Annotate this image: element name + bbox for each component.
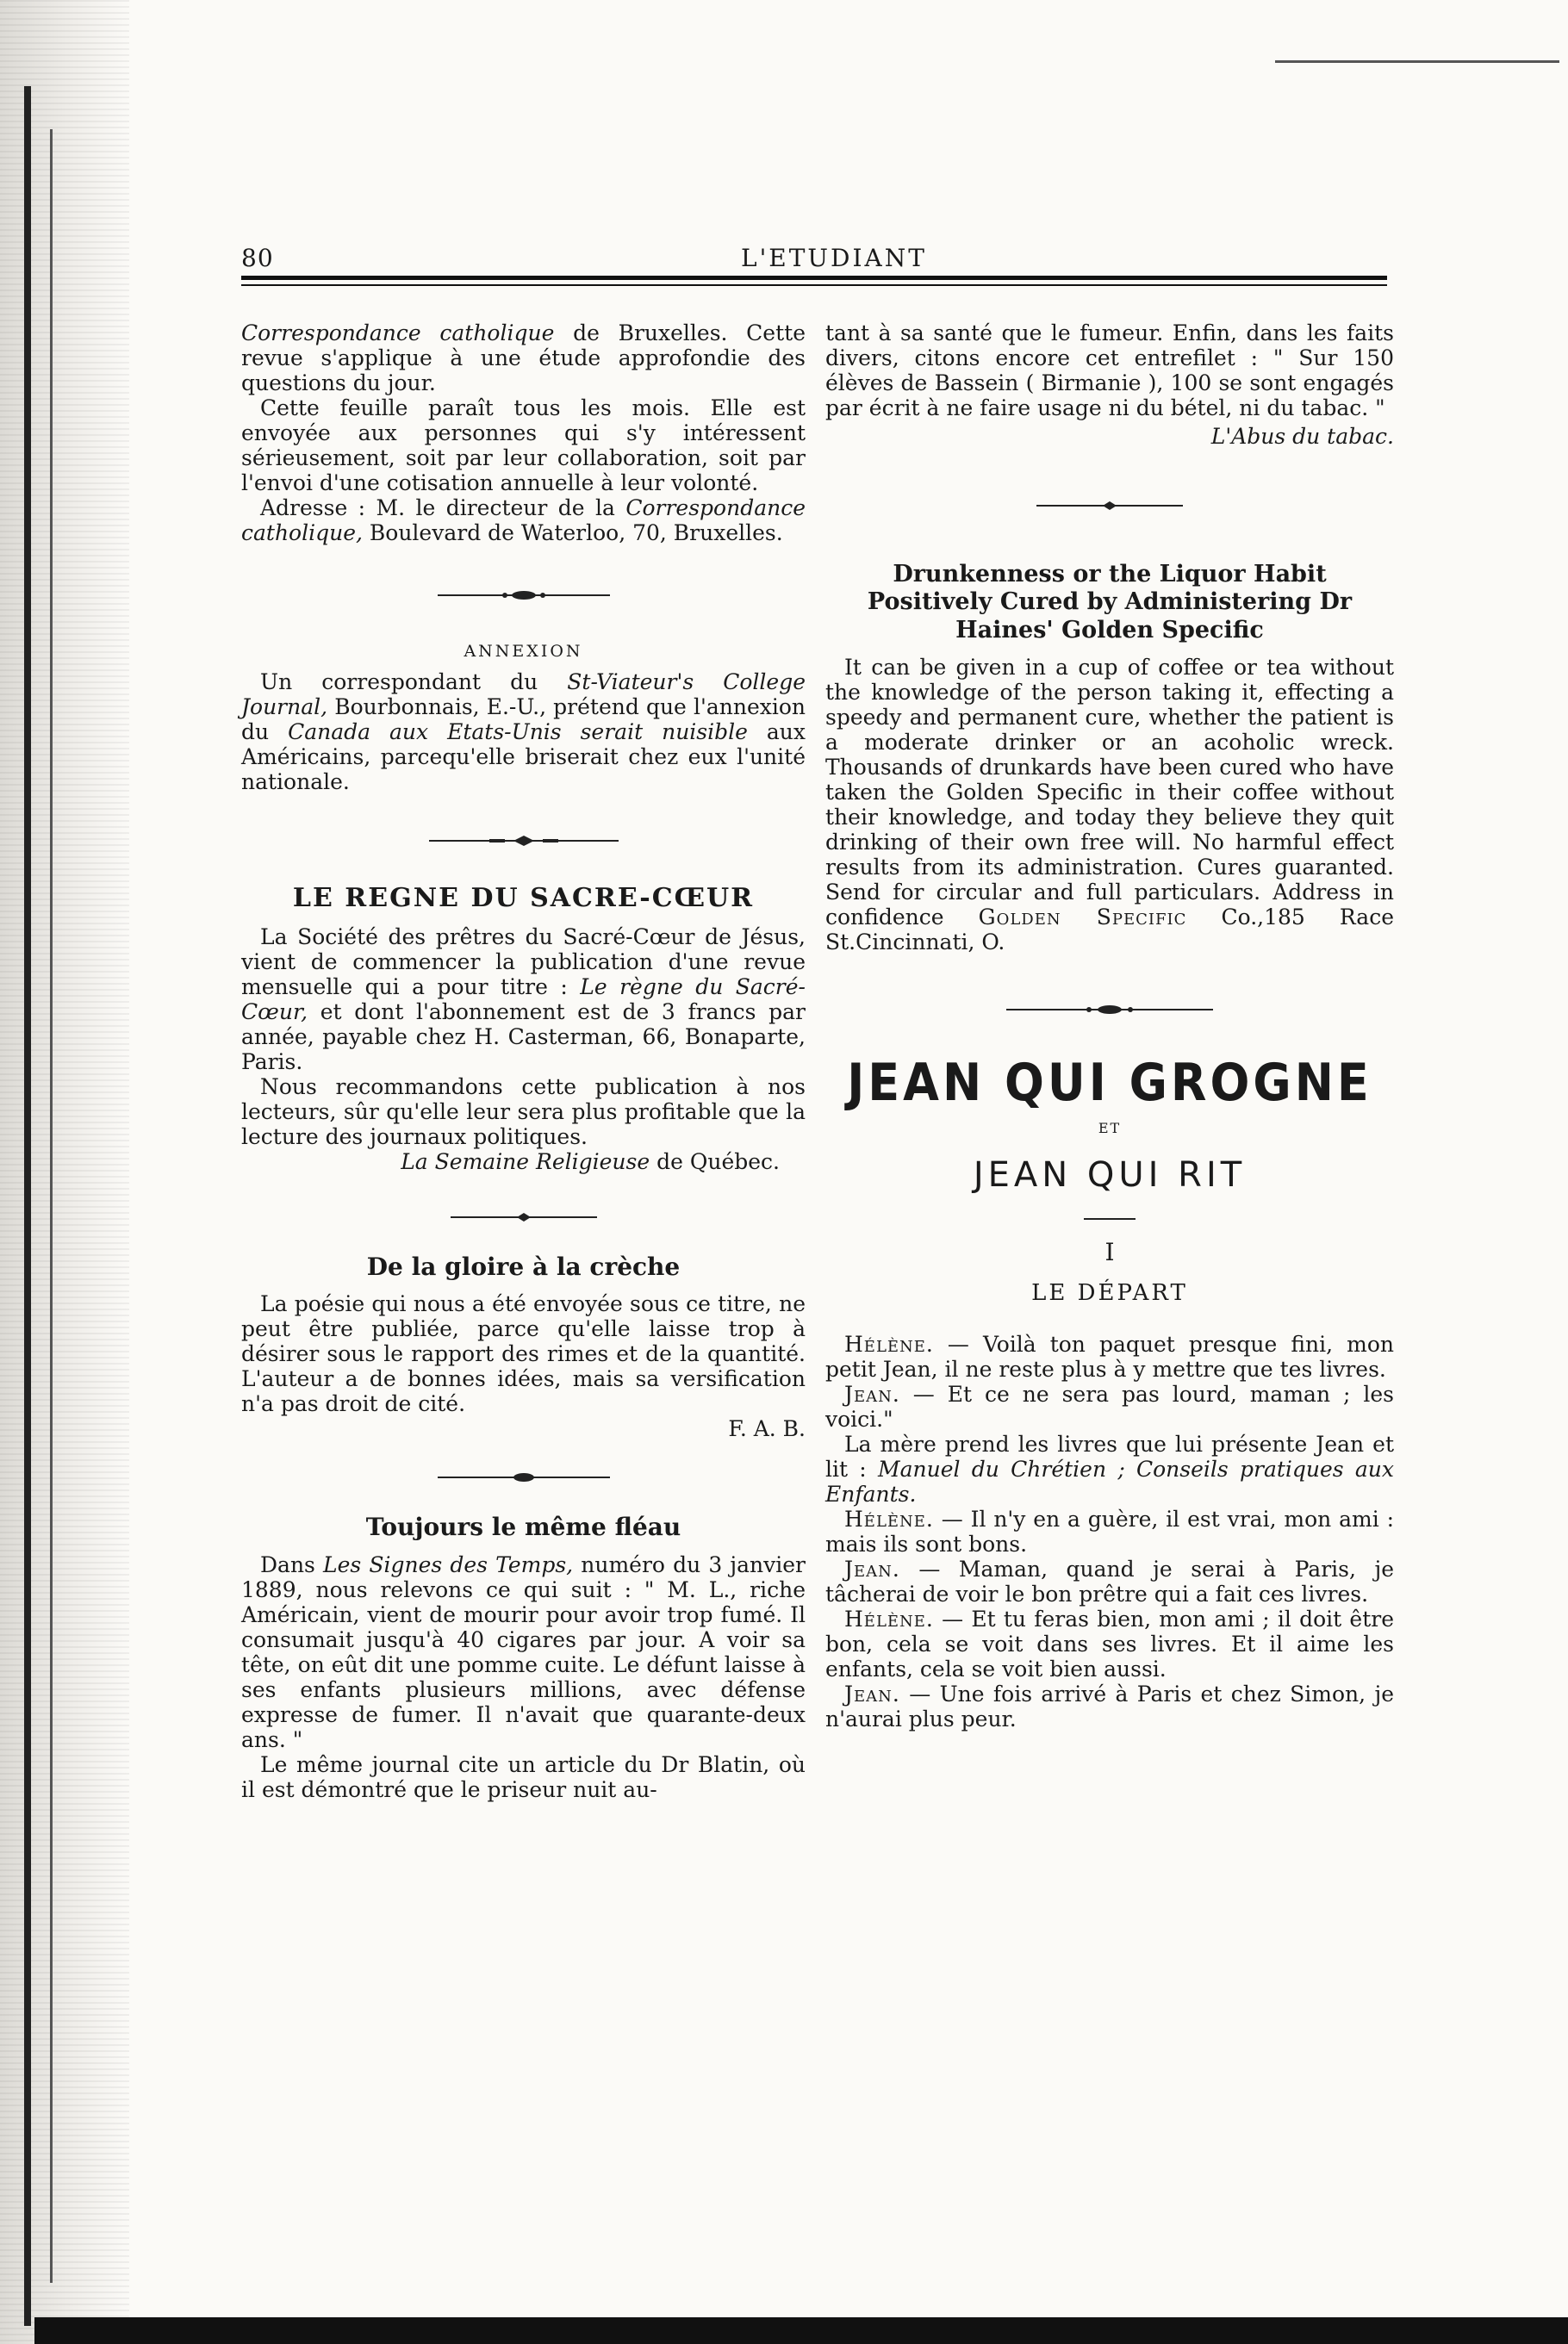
- dialogue-line: [825, 1682, 1394, 1732]
- ornament-divider: [241, 824, 806, 858]
- right-column: [825, 320, 1394, 1732]
- publication-name: Correspondance catholique: [241, 320, 555, 345]
- regne-text-end: et dont l'abonnement est de 3 francs par année, payable chez H. Casterman, 66, Bonaparte, Paris.: [241, 998, 806, 1074]
- gloire-heading: De la gloire à la crèche: [366, 1252, 681, 1281]
- chapter-number: I: [1104, 1237, 1115, 1266]
- regne-paragraph-1: [241, 924, 806, 1074]
- fleau-text-start: Dans: [260, 1551, 324, 1577]
- gloire-signature: F. A. B.: [728, 1416, 806, 1442]
- dialogue-text: — Maman, quand je serai à Paris, je tâcherai de voir le bon prêtre qui a fait ces livres.: [825, 1557, 1394, 1607]
- speaker-jean: Jean.: [844, 1557, 900, 1582]
- story-subtitle: JEAN QUI RIT: [973, 1155, 1247, 1196]
- journal-title: L'ETUDIANT: [741, 244, 927, 272]
- drunkenness-text-start: It can be given in a cup of coffee or tea without the knowledge of the person taking it, effecting a speedy and permanent cure, whether the patient is a moderate drinker or an acoholic wreck. Thousands of drunkards have been cured who have taken the Golden Specific in their coffee without their knowledge, and today they believe they quit drinking of their own free will. No harmful effect results from its administration. Cures guaranted. Send for circular and full particulars. Address in confidence: [825, 655, 1394, 930]
- header-rule: [241, 276, 1387, 280]
- narration-line: [825, 1432, 1394, 1507]
- speaker-helene: Hélène.: [844, 1332, 934, 1358]
- ornament-divider: [241, 1460, 806, 1495]
- chapter-rule: [1084, 1218, 1136, 1220]
- page-number: 80: [241, 244, 274, 272]
- address-publication: Correspondance catholique,: [241, 495, 806, 545]
- speaker-jean: Jean.: [844, 1382, 900, 1408]
- binding-shadow-inner: [50, 129, 53, 2283]
- ornament-icon: [1036, 500, 1183, 512]
- fleau-text-end: numéro du 3 janvier 1889, nous relevons ce qui suit : " M. L., riche Américain, vient de mourir pour avoir trop fumé. Il consumait jusqu'à 40 cigares par jour. A voir sa tête, on eût dit une pomme cuite. Le défunt laisse à ses enfants plusieurs millions, avec défense expresse de fumer. Il n'avait que quarante-deux ans. ": [241, 1551, 806, 1752]
- address-start: Adresse : M. le directeur de la: [260, 495, 626, 520]
- dialogue-line: [825, 1607, 1394, 1682]
- speaker-helene: Hélène.: [844, 1607, 934, 1632]
- drunkenness-heading: Drunkenness or the Liquor Habit Positively Cured by Administering Dr Haines' Golden Specific: [867, 561, 1353, 644]
- binding-shadow: [24, 86, 31, 2326]
- ornament-icon: [451, 1211, 597, 1223]
- regne-heading: LE REGNE DU SACRE-CŒUR: [292, 883, 755, 914]
- drunkenness-brand: Golden Specific: [978, 905, 1187, 930]
- ornament-icon: [1006, 1004, 1213, 1016]
- regne-source: [241, 1149, 806, 1174]
- annexion-paragraph: [241, 669, 806, 794]
- regne-text-start: La Société des prêtres du Sacré-Cœur de Jésus, vient de commencer la publication d'une revue mensuelle qui a pour titre :: [241, 923, 806, 999]
- annexion-journal: St-Viateur's College Journal,: [241, 669, 806, 720]
- story-title-conjunction: ET: [1098, 1119, 1122, 1136]
- intro-paragraph-2: Cette feuille paraît tous les mois. Elle est envoyée aux personnes qui s'y intéressent sérieusement, soit par leur collaboration, soit par l'envoi d'une cotisation annuelle à leur volonté.: [241, 395, 806, 495]
- dialogue-text: — Et ce ne sera pas lourd, maman ; les voici.": [825, 1382, 1394, 1433]
- ornament-icon: [438, 589, 610, 601]
- left-column: [241, 320, 806, 1802]
- ornament-divider: [241, 578, 806, 612]
- regne-revue-title: Le règne du Sacré-Cœur,: [241, 973, 806, 1024]
- address-end: Boulevard de Waterloo, 70, Bruxelles.: [362, 520, 783, 545]
- annexion-heading: ANNEXION: [464, 642, 583, 661]
- dialogue-line: [825, 1557, 1394, 1607]
- fleau-paragraph-1: [241, 1552, 806, 1752]
- tabac-continuation: tant à sa santé que le fumeur. Enfin, dans les faits divers, citons encore cet entrefilet : " Sur 150 élèves de Bassein ( Birmanie ), 100 se sont engagés par écrit à ne faire usage ni du bétel, ni du tabac. ": [825, 320, 1394, 420]
- intro-text: de Bruxelles. Cette revue s'applique à une étude approfondie des questions du jour.: [241, 320, 806, 395]
- intro-address: [241, 495, 806, 545]
- header-rule-thin: [241, 284, 1387, 286]
- dialogue-text: — Une fois arrivé à Paris et chez Simon, je n'aurai plus peur.: [825, 1682, 1394, 1732]
- chapter-title: LE DÉPART: [1031, 1280, 1188, 1307]
- annexion-text-mid: Bourbonnais, E.-U., prétend que l'annexion du: [241, 694, 806, 745]
- annexion-text-start: Un correspondant du: [260, 669, 568, 695]
- dialogue-line: [825, 1382, 1394, 1432]
- annexion-italic: Canada aux Etats-Unis serait nuisible: [288, 719, 748, 745]
- regne-paragraph-2: Nous recommandons cette publication à nos lecteurs, sûr qu'elle leur sera plus profitable que la lecture des journaux politiques.: [241, 1073, 806, 1149]
- ornament-divider: [241, 1200, 806, 1234]
- narration-text: La mère prend les livres que lui présente Jean et lit :: [825, 1432, 1394, 1483]
- speaker-helene: Hélène.: [844, 1507, 934, 1533]
- drunkenness-text-end: Co.,185 Race St.Cincinnati, O.: [825, 905, 1394, 955]
- dialogue-text: — Il n'y en a guère, il est vrai, mon ami : mais ils sont bons.: [825, 1507, 1394, 1557]
- ornament-icon: [438, 1471, 610, 1483]
- scan-mark: [1275, 60, 1559, 63]
- annexion-text-end: aux Américains, parcequ'elle briserait chez eux l'unité nationale.: [241, 719, 806, 795]
- scan-binding-edge: [0, 0, 129, 2344]
- intro-paragraph: [241, 320, 806, 395]
- ornament-divider: [825, 992, 1394, 1027]
- story-title: JEAN QUI GROGNE: [847, 1052, 1372, 1113]
- gloire-paragraph: La poésie qui nous a été envoyée sous ce titre, ne peut être publiée, parce qu'elle laisse trop à désirer sous le rapport des rimes et de la quantité. L'auteur a de bonnes idées, mais sa versification n'a pas droit de cité.: [241, 1291, 806, 1417]
- ornament-icon: [429, 835, 619, 847]
- speaker-jean: Jean.: [844, 1682, 900, 1707]
- drunkenness-paragraph: [825, 655, 1394, 954]
- regne-source-title: La Semaine Religieuse: [401, 1148, 650, 1174]
- fleau-paragraph-2: Le même journal cite un article du Dr Blatin, où il est démontré que le priseur nuit au-: [241, 1751, 806, 1802]
- dialogue-line: [825, 1332, 1394, 1382]
- regne-source-end: de Québec.: [650, 1148, 780, 1174]
- fleau-journal-title: Les Signes des Temps,: [323, 1551, 574, 1577]
- ornament-divider: [825, 488, 1394, 523]
- dialogue-line: [825, 1507, 1394, 1557]
- tabac-signature: L'Abus du tabac.: [1210, 424, 1394, 449]
- fleau-heading: Toujours le même fléau: [365, 1513, 681, 1542]
- book-titles: Manuel du Chrétien ; Conseils pratiques aux Enfants.: [825, 1457, 1394, 1508]
- dialogue-text: — Et tu feras bien, mon ami ; il doit être bon, cela se voit dans ses livres. Et il aime les enfants, cela se voit bien aussi.: [825, 1607, 1394, 1682]
- scan-bottom-edge: [34, 2317, 1568, 2344]
- dialogue-text: — Voilà ton paquet presque fini, mon petit Jean, il ne reste plus à y mettre que tes livres.: [825, 1332, 1394, 1383]
